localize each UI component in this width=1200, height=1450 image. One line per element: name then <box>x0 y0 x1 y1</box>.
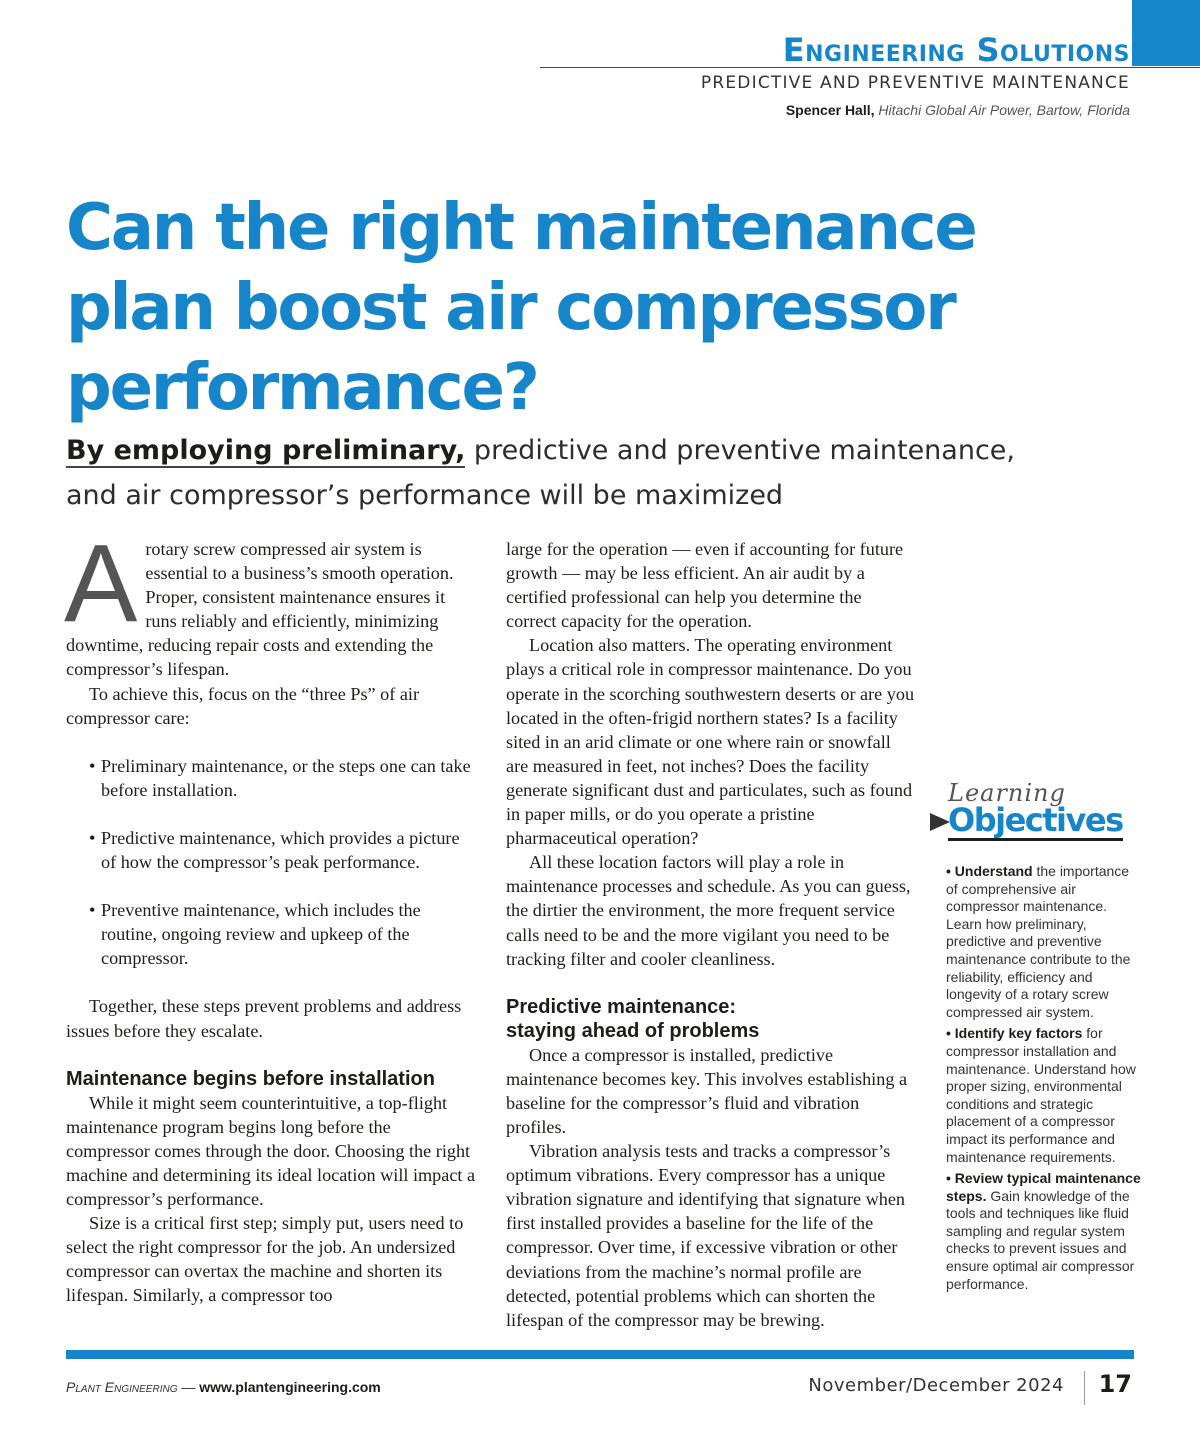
installation-paragraph-2: Size is a critical first step; simply put, users need to select the right compressor for the job. An undersized compressor can overtax the machine and shorten its lifespan. Similarly, a compressor too <box>66 1213 464 1306</box>
predictive-paragraph-2: Vibration analysis tests and tracks a compressor’s optimum vibrations. Every compressor has a unique vibration signature and identifying that signature when first installed provides a baseline for the life of the compressor. Over time, if excessive vibration or other deviations from the machine’s normal profile are detected, potential problems which can shorten the lifespan of the compressor may be brewing. <box>506 1141 906 1330</box>
footer-divider <box>1084 1371 1085 1405</box>
sizing-paragraph: large for the operation — even if accounting for future growth — may be less efficient. An air audit by a certified professional can help you determine the correct capacity for the operation. <box>506 539 904 632</box>
learning-label: Learning <box>948 779 1066 807</box>
location-factors-paragraph: All these location factors will play a role in maintenance processes and schedule. As you can guess, the dirtier the environment, the more frequent service calls need to be and the more vigilant you need to be tracking filter and cooler cleanliness. <box>506 852 911 969</box>
page-number: 17 <box>1098 1370 1132 1398</box>
section-title: Engineering Solutions <box>782 31 1130 69</box>
section-subtitle: PREDICTIVE AND PREVENTIVE MAINTENANCE <box>700 73 1130 93</box>
objective-item <box>946 1025 1142 1166</box>
article-deck <box>66 428 1066 518</box>
location-paragraph: Location also matters. The operating environment plays a critical role in compressor maintenance. Do you operate in the scorching southwestern deserts or are you located in the often-frigid northern states? Is a facility sited in an arid climate or one where rain or snowfall are measured in feet, not inches? Does the facility generate significant dust and particulates, such as found in paper mills, or do you operate a pristine pharmaceutical operation? <box>506 635 915 849</box>
installation-paragraph-1: While it might seem counterintuitive, a top-flight maintenance program begins long before the compressor comes through the door. Choosing the right machine and determining its ideal location will impact a compressor’s performance. <box>66 1092 476 1209</box>
objectives-list <box>946 863 1142 1293</box>
heading-line-1: Predictive maintenance: <box>506 995 737 1018</box>
objective-lead: • Review typical maintenance steps. <box>946 1170 1141 1204</box>
arrow-icon <box>930 813 950 831</box>
deck-rest: predictive and preventive maintenance, and air compressor’s performance will be maximized <box>66 435 1015 511</box>
article-headline: Can the right maintenance plan boost air compressor performance? <box>66 191 976 425</box>
byline <box>786 102 1130 118</box>
objective-text: Gain knowledge of the tools and techniques like fluid sampling and regular system checks to prevent issues and ensure optimal air compressor performance. <box>946 1187 1135 1292</box>
website-link[interactable]: www.plantengineering.com <box>199 1379 381 1395</box>
three-ps-list <box>89 754 476 971</box>
intro-paragraph-1: rotary screw compressed air system is essential to a business’s smooth operation. Proper, consistent maintenance ensures it runs reliably and efficiently, minimizing downtime, reducing repair costs and extending the compressor’s lifespan. <box>66 539 454 680</box>
body-column-2 <box>506 537 916 1332</box>
author-name: Spencer Hall, <box>785 102 875 118</box>
deck-lead: By employing preliminary, <box>66 435 466 466</box>
section-heading-installation: Maintenance begins before installation <box>66 1067 435 1090</box>
objectives-title-row <box>930 802 1140 841</box>
objective-item <box>946 1170 1142 1293</box>
footer-publication <box>66 1379 381 1395</box>
publication-name: Plant Engineering <box>66 1379 178 1395</box>
issue-date: November/December 2024 <box>808 1375 1064 1396</box>
list-item: • Predictive maintenance, which provides a picture of how the compressor’s peak performance. <box>89 826 476 874</box>
objectives-label: Objectives <box>948 801 1123 839</box>
dropcap: A <box>64 522 138 645</box>
footer-separator: — <box>177 1379 200 1395</box>
list-item: • Preliminary maintenance, or the steps one can take before installation. <box>89 754 476 802</box>
footer-rule <box>66 1350 1134 1359</box>
heading-line-2: staying ahead of problems <box>506 1019 760 1042</box>
predictive-paragraph-1: Once a compressor is installed, predictive maintenance becomes key. This involves establishing a baseline for the compressor’s fluid and vibration profiles. <box>506 1044 908 1137</box>
together-paragraph: Together, these steps prevent problems and address issues before they escalate. <box>66 996 462 1041</box>
objective-item <box>946 863 1142 1021</box>
section-color-tab <box>1132 0 1200 66</box>
intro-paragraph-2: To achieve this, focus on the “three Ps” of air compressor care: <box>66 683 420 728</box>
author-affiliation: Hitachi Global Air Power, Bartow, Florida <box>878 102 1130 118</box>
objective-text: the importance of comprehensive air compressor maintenance. Learn how preliminary, predictive and preventive maintenance contribute to the reliability, efficiency and longevity of a rotary screw compressed air system. <box>946 863 1131 1020</box>
objective-lead: • Understand <box>946 863 1033 879</box>
objective-text: for compressor installation and maintenance. Understand how proper sizing, environmental conditions and strategic placement of a compressor impact its performance and maintenance requirements. <box>946 1025 1136 1165</box>
section-heading-predictive <box>506 995 916 1043</box>
objective-lead: • Identify key factors <box>946 1025 1083 1042</box>
body-column-1 <box>64 522 476 1307</box>
list-item: • Preventive maintenance, which includes the routine, ongoing review and upkeep of the compressor. <box>89 898 476 970</box>
learning-objectives-box <box>930 780 1140 1297</box>
